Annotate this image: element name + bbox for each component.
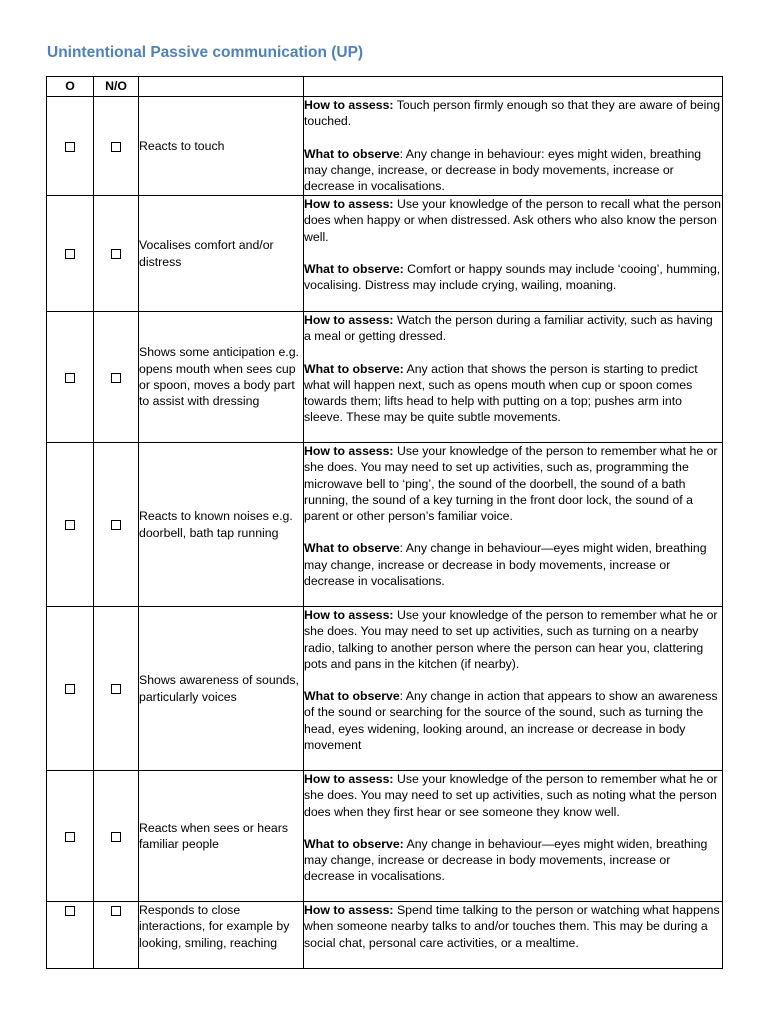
table-row: [47, 902, 723, 969]
assess-label: How to assess:: [304, 903, 394, 917]
observed-cell: [47, 771, 94, 902]
observed-cell: [47, 443, 94, 607]
observe-label: What to observe:: [304, 836, 404, 851]
not-observed-checkbox[interactable]: [111, 520, 121, 530]
observed-checkbox[interactable]: [65, 249, 75, 259]
page-title: Unintentional Passive communication (UP): [47, 44, 364, 61]
activity-label: Reacts to touch: [139, 97, 304, 196]
observe-label: What to observe:: [304, 261, 404, 276]
observed-checkbox[interactable]: [65, 684, 75, 694]
observed-cell: [47, 312, 94, 443]
description-cell: [304, 902, 723, 969]
activity-label: Responds to close interactions, for example by looking, smiling, reaching: [139, 902, 304, 969]
observe-label: What to observe:: [304, 361, 404, 376]
header-observed: O: [47, 77, 94, 97]
not-observed-checkbox[interactable]: [111, 684, 121, 694]
table-row: [47, 312, 723, 443]
description-cell: [304, 607, 723, 771]
assess-text: [304, 312, 722, 345]
assess-body: Use your knowledge of the person to recall what the person does when happy or when distressed. Ask others who also know the person well.: [304, 197, 721, 244]
description-cell: [304, 771, 723, 902]
assess-label: How to assess:: [304, 444, 394, 458]
header-not-observed: N/O: [94, 77, 139, 97]
description-cell: [304, 443, 723, 607]
observed-checkbox[interactable]: [65, 373, 75, 383]
observe-text: [304, 688, 722, 753]
assess-label: How to assess:: [304, 772, 394, 786]
observe-text: [304, 146, 722, 195]
not-observed-cell: [94, 443, 139, 607]
table-row: [47, 97, 723, 196]
description-cell: [304, 312, 723, 443]
observe-label: What to observe: [304, 689, 400, 704]
table-row: [47, 196, 723, 312]
observed-checkbox[interactable]: [65, 906, 75, 916]
not-observed-cell: [94, 771, 139, 902]
observed-cell: [47, 97, 94, 196]
assess-label: How to assess:: [304, 98, 394, 112]
not-observed-cell: [94, 607, 139, 771]
assess-label: How to assess:: [304, 313, 394, 327]
observe-body: Any change in behaviour—eyes might widen, breathing may change, increase or decrease in body movements, increase or decrease in vocalisations.: [304, 836, 708, 884]
table-header-row: [47, 77, 723, 97]
assess-text: [304, 443, 722, 524]
observe-text: [304, 361, 722, 426]
table-row: [47, 443, 723, 607]
observed-checkbox[interactable]: [65, 520, 75, 530]
assess-body: Touch person firmly enough so that they are aware of being touched.: [304, 98, 721, 129]
not-observed-cell: [94, 97, 139, 196]
observe-body: : Any change in behaviour: eyes might widen, breathing may change, increase, or decrease in body movements, increase or decrease in vocalisations.: [304, 146, 702, 194]
activity-label: Vocalises comfort and/or distress: [139, 196, 304, 312]
not-observed-cell: [94, 196, 139, 312]
not-observed-checkbox[interactable]: [111, 142, 121, 152]
not-observed-cell: [94, 312, 139, 443]
observed-cell: [47, 607, 94, 771]
activity-label: Shows awareness of sounds, particularly voices: [139, 607, 304, 771]
activity-label: Reacts when sees or hears familiar people: [139, 771, 304, 902]
assess-text: [304, 771, 722, 820]
observe-body: : Any change in action that appears to show an awareness of the sound or searching for the source of the sound, such as turning the head, eyes widening, looking around, an increase or decrease in body movement: [304, 689, 718, 753]
observed-cell: [47, 196, 94, 312]
assess-body: Use your knowledge of the person to remember what he or she does. You may need to set up activities, such as noting what the person does when they first hear or see someone they know well.: [304, 772, 718, 819]
not-observed-cell: [94, 902, 139, 969]
observe-text: [304, 540, 722, 589]
not-observed-checkbox[interactable]: [111, 906, 121, 916]
observed-checkbox[interactable]: [65, 832, 75, 842]
observe-label: What to observe: [304, 146, 400, 161]
observe-text: [304, 836, 722, 885]
assess-text: [304, 97, 722, 130]
not-observed-checkbox[interactable]: [111, 249, 121, 259]
assess-label: How to assess:: [304, 197, 394, 211]
observe-body: Comfort or happy sounds may include ‘cooing’, humming, vocalising. Distress may include crying, wailing, moaning.: [304, 261, 721, 293]
assess-body: Use your knowledge of the person to remember what he or she does. You may need to set up activities, such as turning on a nearby radio, talking to another person where the person can hear you, clattering pots and pans in the kitchen (if nearby).: [304, 608, 718, 671]
assess-body: Watch the person during a familiar activity, such as having a meal or getting dressed.: [304, 313, 713, 344]
observe-body: : Any change in behaviour—eyes might widen, breathing may change, increase or decrease in body movements, increase or decrease in vocalisations.: [304, 541, 707, 589]
header-activity: [139, 77, 304, 97]
assess-text: [304, 902, 722, 951]
not-observed-checkbox[interactable]: [111, 832, 121, 842]
description-cell: [304, 97, 723, 196]
assess-body: Use your knowledge of the person to remember what he or she does. You may need to set up activities, such as, programming the microwave bell to ‘ping’, the sound of the doorbell, the sound of a bath running, the sound of a key turning in the front door lock, the sound of a parent or other person’s familiar voice.: [304, 444, 718, 524]
observed-checkbox[interactable]: [65, 142, 75, 152]
assessment-table: [46, 76, 723, 969]
activity-label: Shows some anticipation e.g. opens mouth when sees cup or spoon, moves a body part to assist with dressing: [139, 312, 304, 443]
table-row: [47, 607, 723, 771]
description-cell: [304, 196, 723, 312]
observe-body: Any action that shows the person is starting to predict what will happen next, such as opens mouth when cup or spoon comes towards them; lifts head to help with putting on a top; pushes arm into sleeve. These may be quite subtle movements.: [304, 361, 698, 425]
header-description: [304, 77, 723, 97]
observed-cell: [47, 902, 94, 969]
observe-text: [304, 261, 722, 294]
activity-label: Reacts to known noises e.g. doorbell, bath tap running: [139, 443, 304, 607]
observe-label: What to observe: [304, 541, 400, 556]
assess-body: Spend time talking to the person or watching what happens when someone nearby talks to and/or touches them. This may be during a social chat, personal care activities, or a mealtime.: [304, 903, 720, 950]
not-observed-checkbox[interactable]: [111, 373, 121, 383]
assess-label: How to assess:: [304, 608, 394, 622]
table-row: [47, 771, 723, 902]
assess-text: [304, 607, 722, 672]
assess-text: [304, 196, 722, 245]
